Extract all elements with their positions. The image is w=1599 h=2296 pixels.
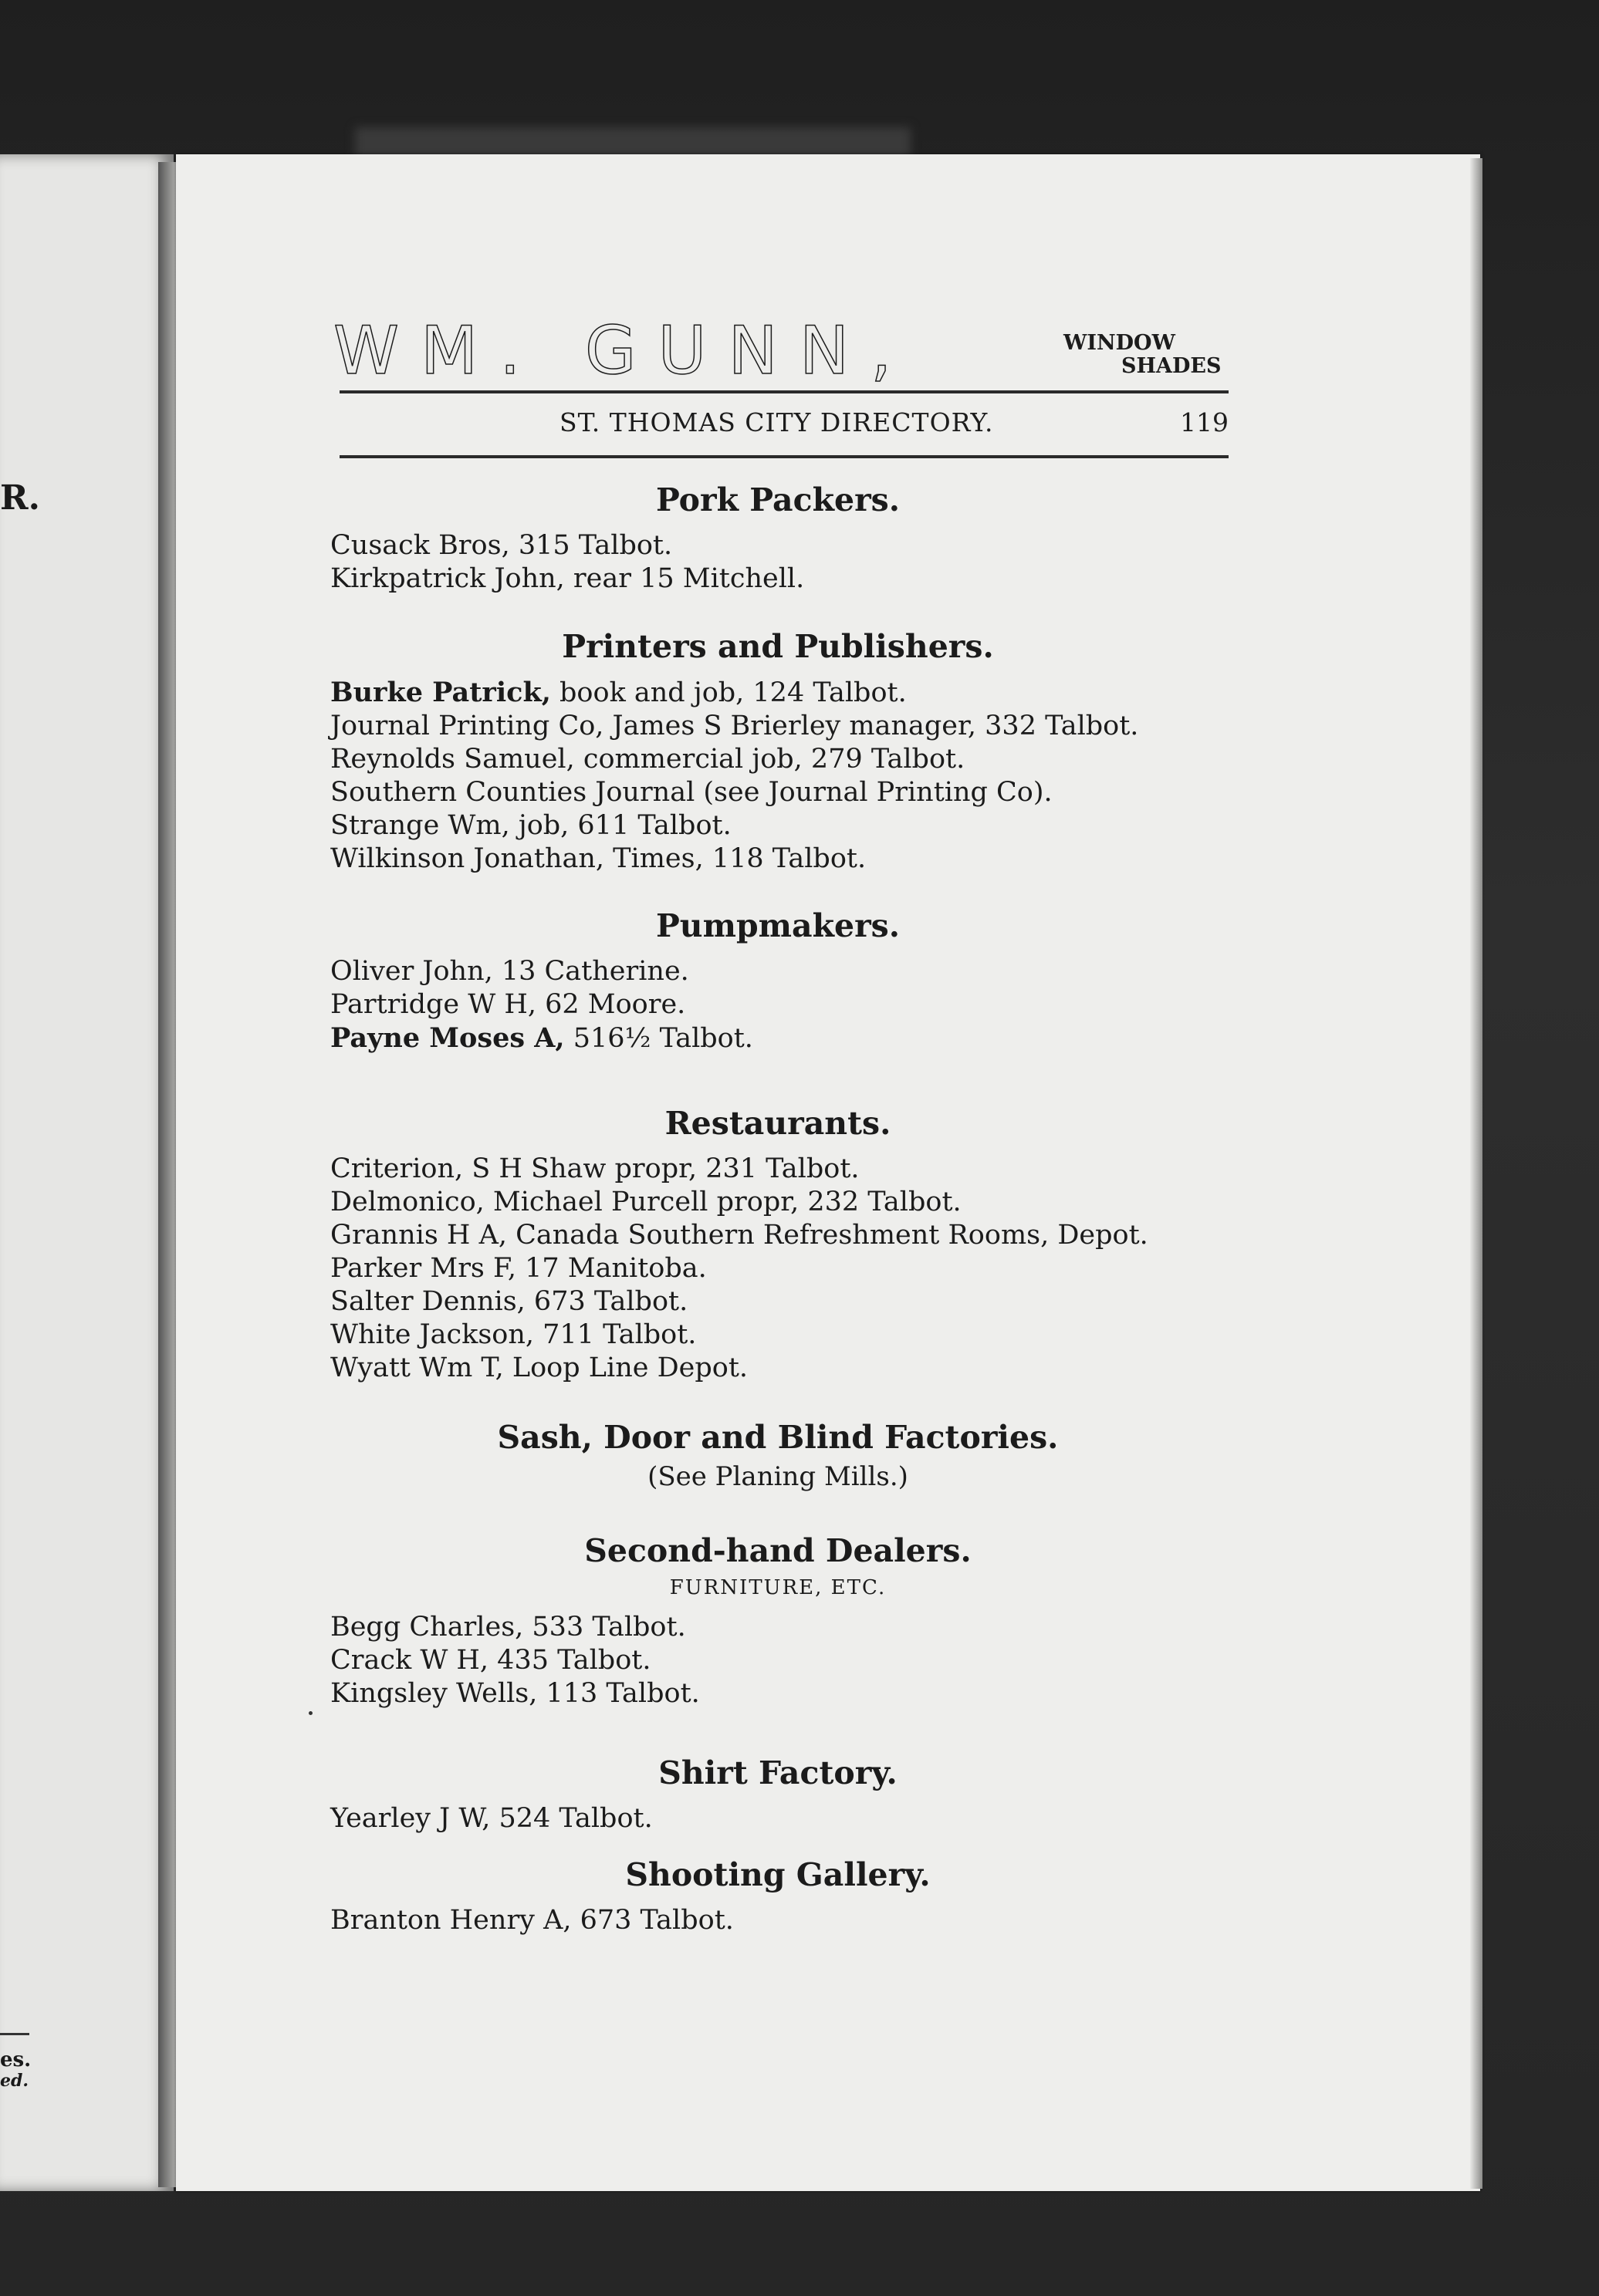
entry-list <box>330 955 1225 1055</box>
page-edge <box>1470 158 1482 2189</box>
advertiser-tagline <box>1063 332 1233 378</box>
section-shooting-gallery <box>330 1853 1225 1937</box>
list-item: White Jackson, 711 Talbot. <box>330 1319 697 1350</box>
facing-page-rule <box>0 2033 29 2035</box>
list-item: Wyatt Wm T, Loop Line Depot. <box>330 1352 749 1383</box>
section-heading: Pork Packers. <box>655 481 901 518</box>
section-pork-packers <box>330 478 1225 596</box>
list-item: Yearley J W, 524 Talbot. <box>330 1803 653 1834</box>
entry-details: book and job, 124 Talbot. <box>550 677 907 708</box>
section-heading: Shooting Gallery. <box>625 1856 931 1893</box>
section-pumpmakers <box>330 904 1225 1055</box>
cross-reference-note: (See Planing Mills.) <box>647 1461 908 1492</box>
list-item: Wilkinson Jonathan, Times, 118 Talbot. <box>330 843 867 874</box>
list-item: Criterion, S H Shaw propr, 231 Talbot. <box>330 1153 860 1184</box>
section-heading: Sash, Door and Blind Factories. <box>497 1419 1059 1456</box>
header-rule-top <box>340 390 1229 393</box>
list-item: Grannis H A, Canada Southern Refreshment Rooms, Depot. <box>330 1220 1148 1251</box>
tagline-shades: SHADES <box>1121 354 1222 378</box>
advertiser-name: WM. GUNN, <box>333 312 914 390</box>
list-item: Southern Counties Journal (see Journal Printing Co). <box>330 777 1053 808</box>
list-item: Branton Henry A, 673 Talbot. <box>330 1905 734 1936</box>
list-item: Begg Charles, 533 Talbot. <box>330 1612 686 1643</box>
list-item: Kingsley Wells, 113 Talbot. <box>330 1678 700 1709</box>
list-item: Delmonico, Michael Purcell propr, 232 Talbot. <box>330 1187 962 1217</box>
section-restaurants <box>330 1102 1225 1385</box>
running-title: ST. THOMAS CITY DIRECTORY. <box>559 407 994 437</box>
list-item: Crack W H, 435 Talbot. <box>330 1645 651 1676</box>
list-item: Partridge W H, 62 Moore. <box>330 989 686 1020</box>
section-printers-publishers <box>330 625 1225 876</box>
facing-page <box>0 154 174 2191</box>
facing-page-fragment-top: R. <box>0 478 40 518</box>
section-second-hand-dealers <box>330 1529 1225 1710</box>
stray-ink-mark <box>309 1711 313 1715</box>
header-rule-bottom <box>340 455 1229 458</box>
list-item: Oliver John, 13 Catherine. <box>330 956 689 987</box>
section-shirt-factory <box>330 1751 1225 1835</box>
entry-list <box>330 676 1225 876</box>
facing-page-fragment-bottom-2: ed. <box>0 2071 29 2091</box>
entry-list <box>330 1611 1225 1710</box>
section-subheading: FURNITURE, ETC. <box>669 1576 887 1599</box>
running-header <box>340 404 1229 443</box>
section-heading: Printers and Publishers. <box>562 628 994 665</box>
section-heading: Shirt Factory. <box>658 1754 898 1791</box>
entry-bold-name: Burke Patrick, <box>330 677 551 708</box>
list-item: Cusack Bros, 315 Talbot. <box>330 530 673 561</box>
entry-list <box>330 1904 1225 1937</box>
list-item: Parker Mrs F, 17 Manitoba. <box>330 1253 707 1284</box>
entry-list <box>330 529 1225 596</box>
entry-list <box>330 1802 1225 1835</box>
list-item: Reynolds Samuel, commercial job, 279 Talbot. <box>330 744 965 775</box>
page-shadow <box>355 127 911 158</box>
section-heading: Second-hand Dealers. <box>584 1532 972 1569</box>
section-sash-door-blind <box>330 1416 1225 1494</box>
entry-details: 516½ Talbot. <box>564 1023 753 1054</box>
section-heading: Pumpmakers. <box>655 907 901 944</box>
list-item: Journal Printing Co, James S Brierley manager, 332 Talbot. <box>330 711 1139 741</box>
section-heading: Restaurants. <box>664 1105 891 1142</box>
list-item <box>330 676 1225 710</box>
entry-bold-name: Payne Moses A, <box>330 1022 565 1054</box>
list-item: Kirkpatrick John, rear 15 Mitchell. <box>330 563 805 594</box>
list-item: Salter Dennis, 673 Talbot. <box>330 1286 688 1317</box>
page-number: 119 <box>1180 407 1229 437</box>
entry-list <box>330 1153 1225 1385</box>
tagline-window: WINDOW <box>1063 331 1175 355</box>
list-item <box>330 1021 1225 1055</box>
facing-page-fragment-bottom-1: es. <box>0 2048 32 2071</box>
list-item: Strange Wm, job, 611 Talbot. <box>330 810 732 841</box>
